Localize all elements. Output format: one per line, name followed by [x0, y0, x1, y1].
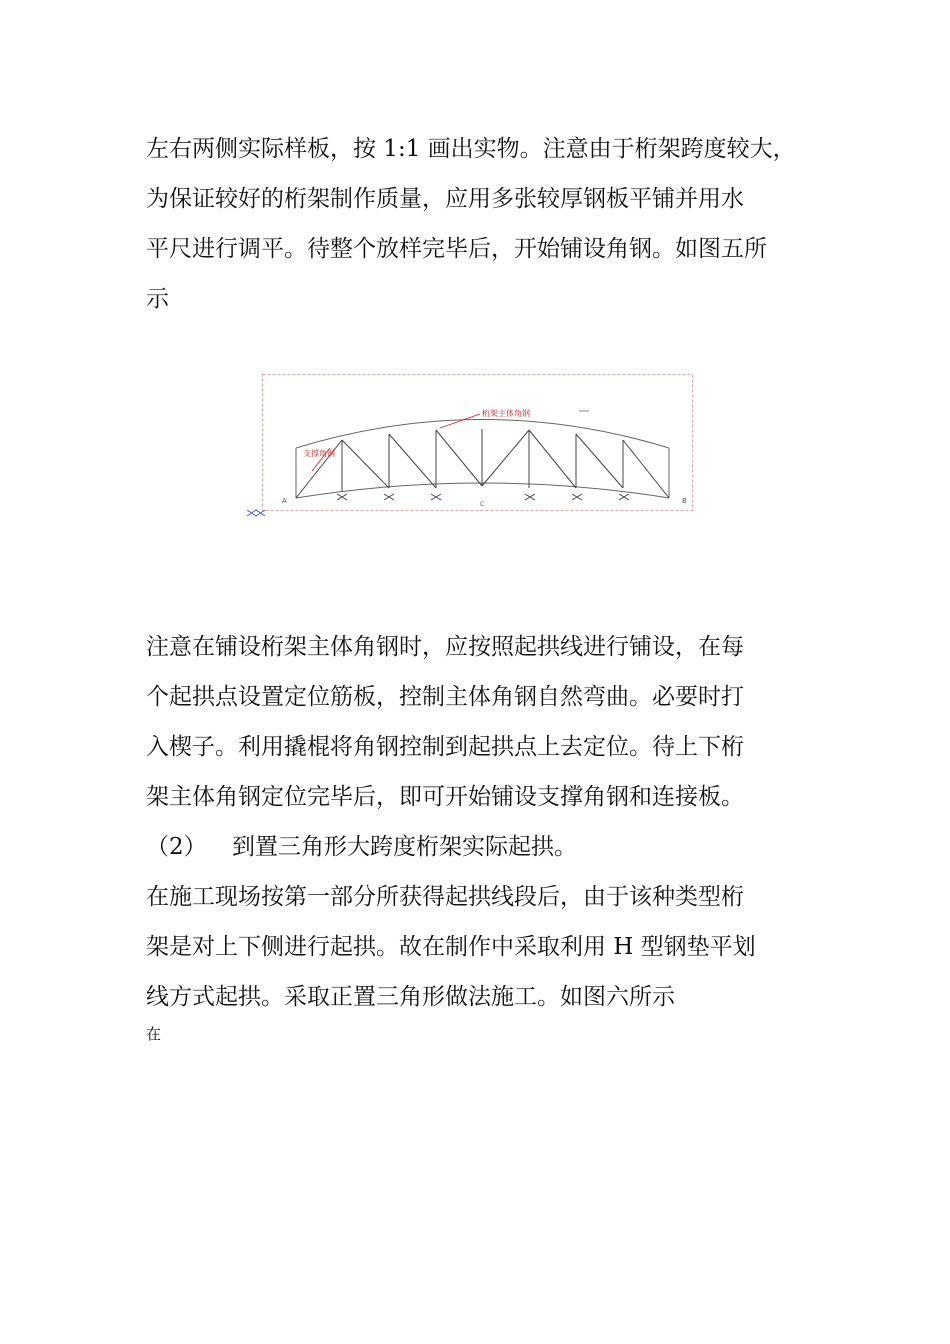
- section-heading: [146, 822, 811, 872]
- point-c-label: C: [480, 501, 485, 508]
- point-b-label: B: [682, 497, 687, 505]
- paragraph-1: [146, 124, 811, 324]
- figure-5-truss-diagram: [242, 368, 697, 524]
- section-number: （2）: [146, 834, 207, 860]
- bottom-node-markers: [337, 494, 629, 500]
- text-line: 为保证较好的桁架制作质量，应用多张较厚钢板平铺并用水: [146, 186, 744, 212]
- text-line: 左右两侧实际样板，按 1:1 画出实物。注意由于桁架跨度较大，: [146, 136, 796, 162]
- section-title: 到置三角形大跨度桁架实际起拱。: [232, 834, 577, 860]
- text-line: 线方式起拱。采取正置三角形做法施工。如图六所示: [146, 984, 675, 1010]
- text-line: 示: [146, 286, 169, 312]
- point-a-label: A: [282, 497, 287, 505]
- paragraph-2: [146, 622, 811, 822]
- trailing-fragment: 在: [146, 1025, 162, 1043]
- label-support: 支撑角钢: [303, 449, 335, 458]
- text-line: 架主体角钢定位完毕后，即可开始铺设支撑角钢和连接板。: [146, 784, 744, 810]
- label-main-chord: 桁架主体角钢: [482, 409, 530, 418]
- truss-webs: [296, 429, 669, 498]
- text-line: 入楔子。利用撬棍将角钢控制到起拱点上去定位。待上下桁: [146, 734, 744, 760]
- text-line: 个起拱点设置定位筋板，控制主体角钢自然弯曲。必要时打: [146, 684, 744, 710]
- text-line: 注意在铺设桁架主体角钢时，应按照起拱线进行铺设，在每: [146, 634, 744, 660]
- figure-frame: [263, 375, 693, 511]
- text-line: 平尺进行调平。待整个放样完毕后，开始铺设角钢。如图五所: [146, 236, 767, 262]
- text-line: 在施工现场按第一部分所获得起拱线段后，由于该种类型桁: [146, 884, 744, 910]
- paragraph-4: [146, 872, 811, 1022]
- text-line: 架是对上下侧进行起拱。故在制作中采取利用 H 型钢垫平划: [146, 934, 756, 960]
